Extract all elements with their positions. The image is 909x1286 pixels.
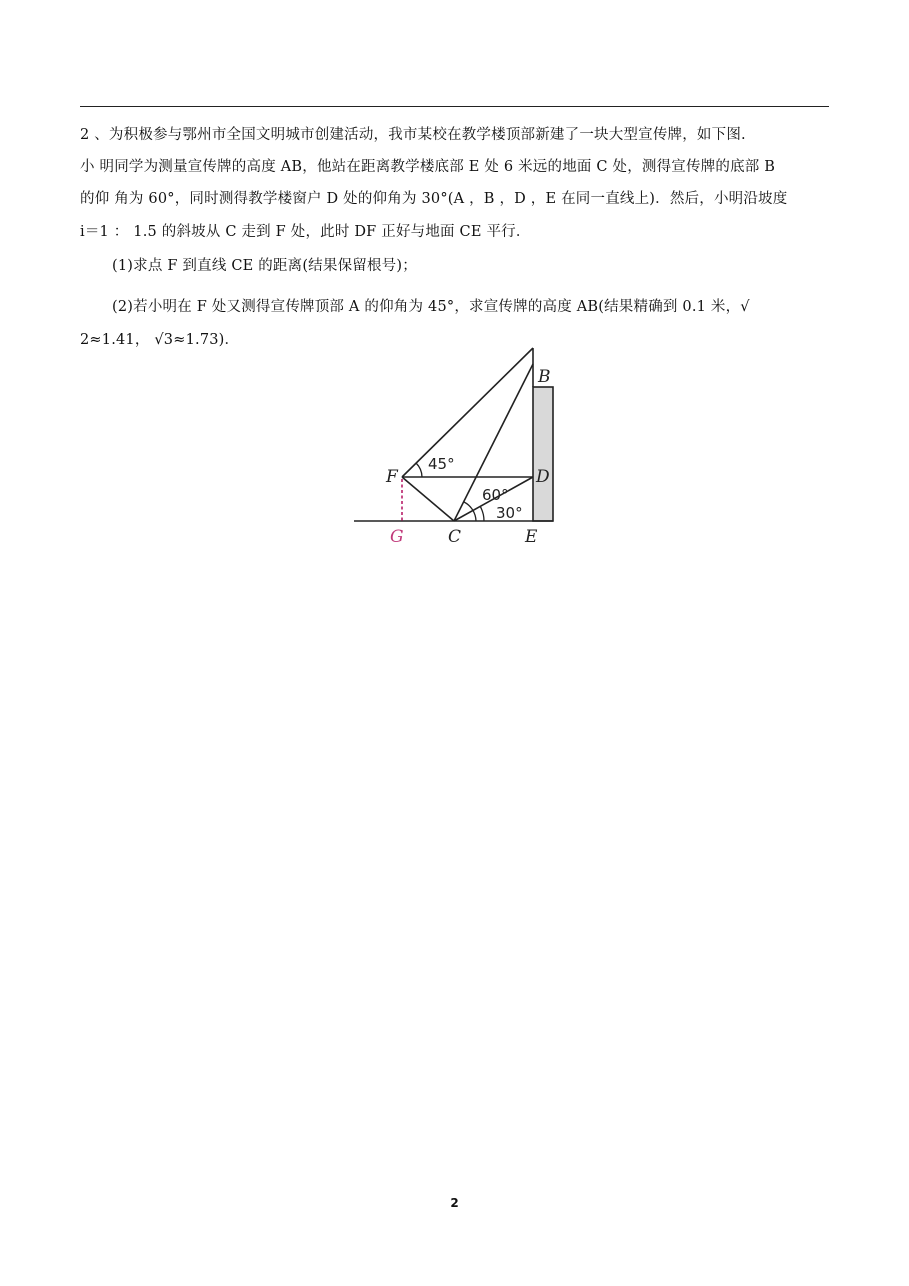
line-FA: [402, 348, 533, 477]
question-2-continued: 2≈1.41， √3≈1.73)．: [80, 332, 240, 348]
problem-line-3: 的仰 角为 60°，同时测得教学楼窗户 D 处的仰角为 30°(A ，B ，D ，E 在同一直线上)．然后，小明沿坡度: [80, 191, 788, 207]
arc-30: [480, 506, 484, 521]
label-G: G: [390, 527, 404, 547]
problem-line-2: 小 明同学为测量宣传牌的高度 AB，他站在距离教学楼底部 E 处 6 米远的地面 C 处，测得宣传牌的底部 B: [80, 159, 776, 175]
header-rule: [80, 106, 829, 107]
label-C: C: [448, 527, 462, 547]
problem-line-1: 2 、为积极参与鄂州市全国文明城市创建活动，我市某校在教学楼顶部新建了一块大型宣传牌，如下图.: [80, 127, 746, 143]
angle-45: 45°: [428, 455, 455, 473]
label-E: E: [525, 527, 538, 547]
label-D: D: [536, 467, 550, 487]
question-1: (1)求点 F 到直线 CE 的距离(结果保留根号)；: [112, 258, 417, 274]
arc-45: [416, 463, 422, 477]
angle-30: 30°: [496, 504, 523, 522]
building-wall: [533, 387, 553, 521]
slope-FC: [402, 477, 454, 521]
problem-line-4: i＝1 ： 1.5 的斜坡从 C 走到 F 处，此时 DF 正好与地面 CE 平行．: [80, 224, 531, 240]
angle-60: 60°: [482, 486, 509, 504]
label-B: B: [538, 367, 551, 387]
page-number: 2: [450, 1196, 459, 1210]
question-2: (2)若小明在 F 处又测得宣传牌顶部 A 的仰角为 45°，求宣传牌的高度 AB(结果精确到 0.1 米，√: [112, 299, 750, 315]
label-F: F: [386, 467, 398, 487]
geometry-figure: [352, 346, 562, 548]
